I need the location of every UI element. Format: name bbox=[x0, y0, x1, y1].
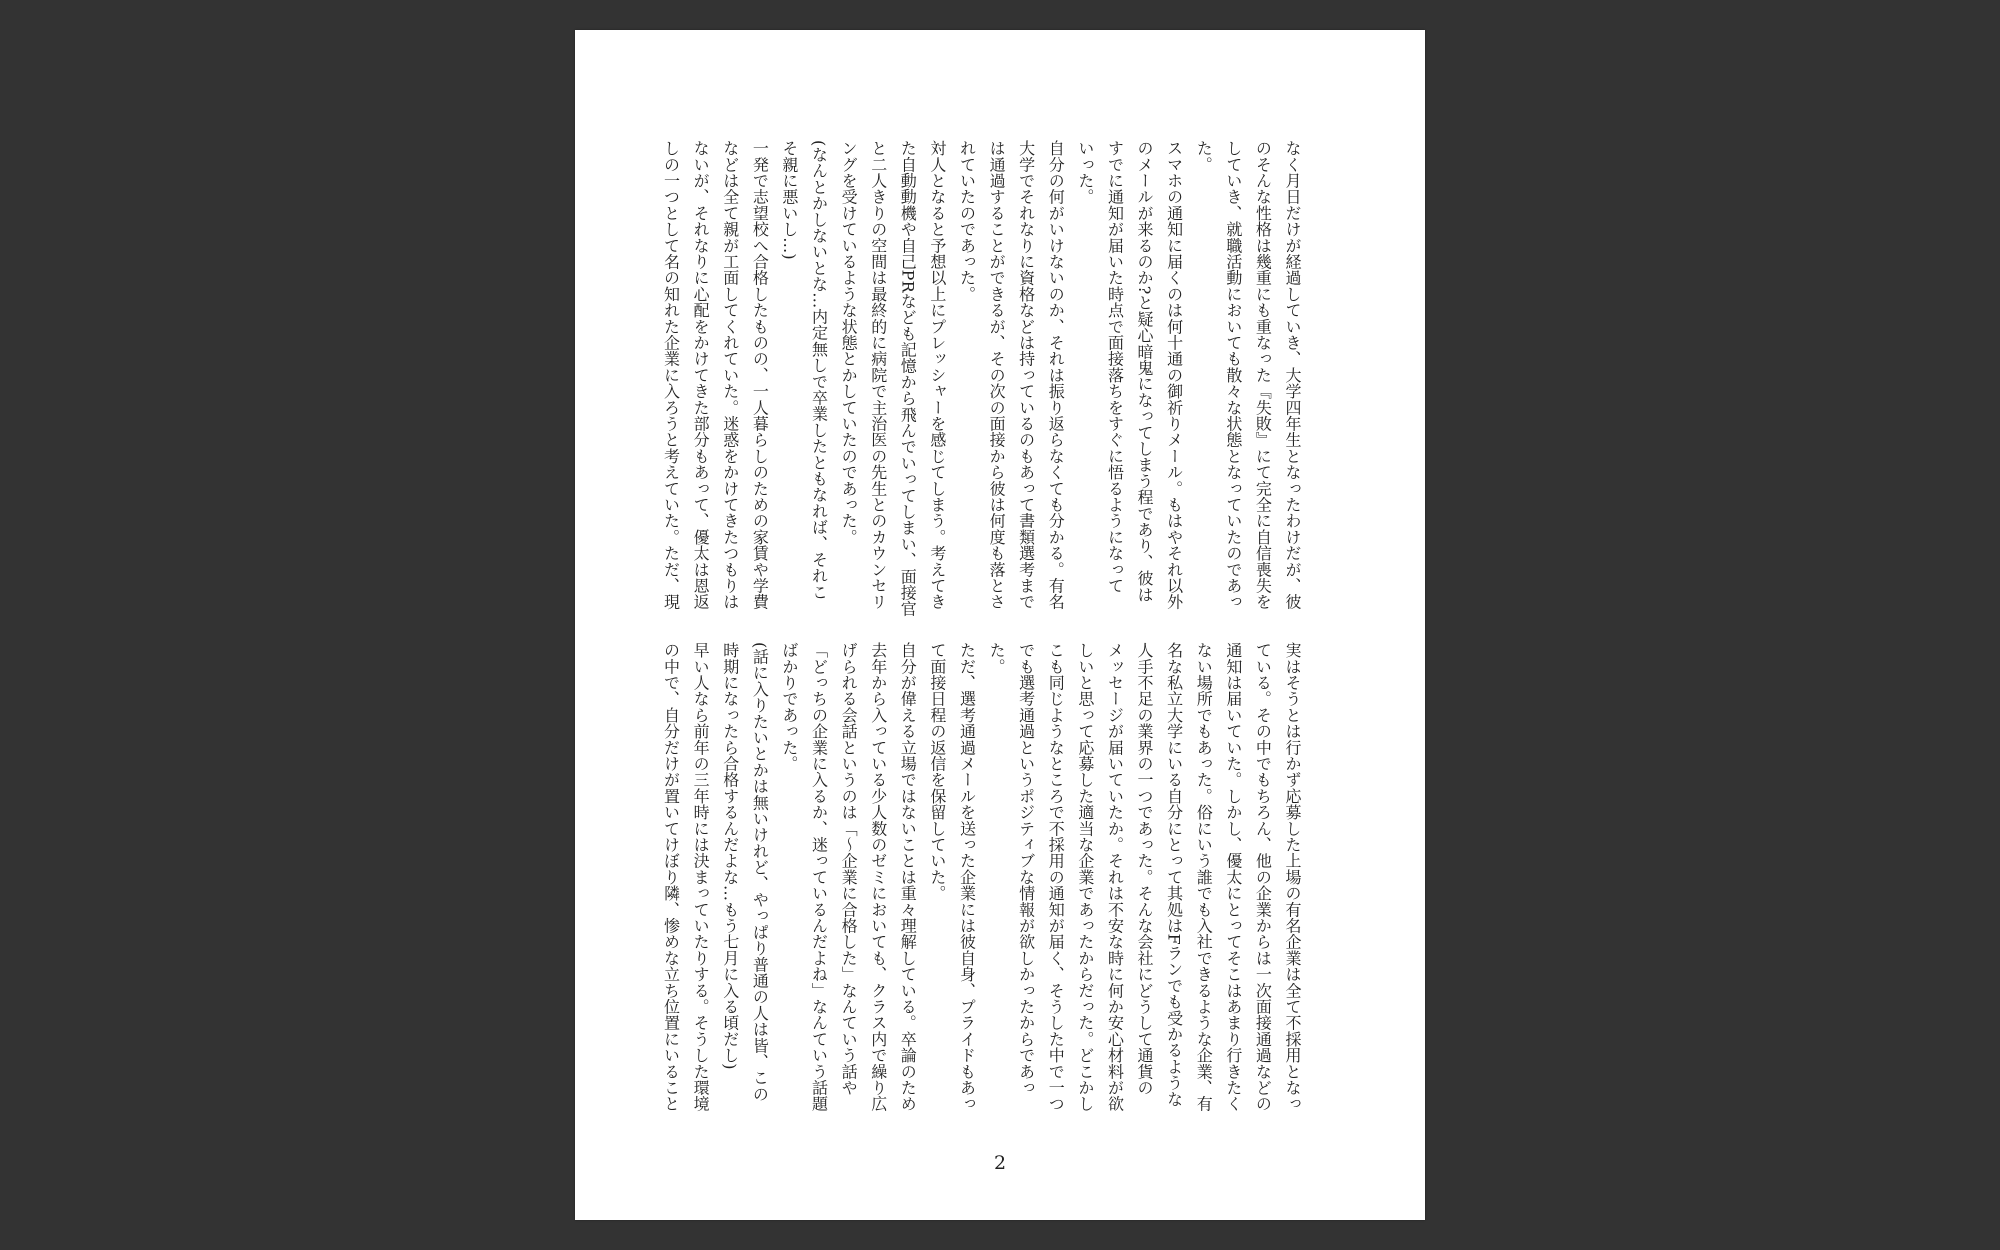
text-line: は通過することができるが、その次の面接から彼は何度も落とさ bbox=[987, 140, 1007, 610]
text-line: のメールが来るのか?と疑心暗鬼になってしまう程であり、彼は bbox=[1135, 140, 1155, 603]
text-line: などは全て親が工面してくれていた。迷惑をかけてきたつもりは bbox=[720, 140, 740, 610]
text-line: げられる会話というのは「〜企業に合格した」なんていう話や bbox=[839, 642, 859, 1096]
text-line: 早い人なら前年の三年時には決まっていたりする。そうした環境 bbox=[691, 642, 711, 1112]
text-line: していき、就職活動においても散々な状態となっていたのであっ bbox=[1223, 140, 1243, 610]
text-line: 一発で志望校へ合格したものの、一人暮らしのための家賃や学費 bbox=[750, 140, 770, 610]
text-line: いった。 bbox=[1075, 140, 1095, 205]
text-line: すでに通知が届いた時点で面接落ちをすぐに悟るようになって bbox=[1105, 140, 1125, 594]
text-line: 名な私立大学にいる自分にとって其処はFランでも受かるような bbox=[1164, 642, 1184, 1107]
text-line: た。 bbox=[1194, 140, 1214, 173]
text-line: れていたのであった。 bbox=[957, 140, 977, 302]
text-line: 去年から入っている少人数のゼミにおいても、クラス内で繰り広 bbox=[868, 642, 888, 1112]
text-line: ばかりであった。 bbox=[779, 642, 799, 772]
text-line: 通知は届いていた。しかし、優太にとってそこはあまり行きたく bbox=[1223, 642, 1243, 1112]
text-line: のそんな性格は幾重にも重なった『失敗』にて完全に自信喪失を bbox=[1253, 140, 1273, 610]
text-line: なく月日だけが経過していき、大学四年生となったわけだが、彼 bbox=[1283, 140, 1302, 610]
text-line: こも同じようなところで不採用の通知が届く、そうした中で一つ bbox=[1046, 642, 1066, 1112]
text-line: た。 bbox=[987, 642, 1007, 675]
text-line: た自動動機や自己PRなども記憶から飛んでいってしまい、面接官 bbox=[898, 140, 918, 617]
text-line: 対人となると予想以上にプレッシャーを感じてしまう。考えてき bbox=[927, 140, 947, 610]
text-line: (なんとかしないとな…内定無しで卒業したともなれば、それこ bbox=[809, 140, 829, 601]
text-line: しの一つとして名の知れた企業に入ろうと考えていた。ただ、現 bbox=[661, 140, 681, 610]
text-line: ングを受けているような状態とかしていたのであった。 bbox=[839, 140, 859, 545]
text-line: 「どっちの企業に入るか、迷っているんだよね」なんていう話題 bbox=[809, 642, 829, 1112]
text-line: と二人きりの空間は最終的に病院で主治医の先生とのカウンセリ bbox=[868, 140, 888, 610]
text-line: ないが、それなりに心配をかけてきた部分もあって、優太は恩返 bbox=[691, 140, 711, 610]
text-line: 大学でそれなりに資格などは持っているのもあって書類選考まで bbox=[1016, 140, 1036, 610]
text-line: メッセージが届いていたか。それは不安な時に何か安心材料が欲 bbox=[1105, 642, 1125, 1112]
text-line: 自分の何がいけないのか、それは振り返らなくても分かる。有名 bbox=[1046, 140, 1066, 610]
text-line: ない場所でもあった。俗にいう誰でも入社できるような企業、有 bbox=[1194, 642, 1214, 1112]
text-line: スマホの通知に届くのは何十通の御祈りメール。もはやそれ以外 bbox=[1164, 140, 1184, 610]
text-line: しいと思って応募した適当な企業であったからだった。どこかし bbox=[1075, 642, 1095, 1112]
text-line: 時期になったら合格するんだよな…もう七月に入る頃だし) bbox=[720, 642, 740, 1070]
text-line: 人手不足の業界の一つであった。そんな会社にどうして通貨の bbox=[1135, 642, 1155, 1096]
document-page bbox=[575, 30, 1425, 1220]
text-block-top bbox=[661, 140, 1307, 618]
text-line: (話に入りたいとかは無いけれど、やっぱり普通の人は皆、この bbox=[750, 642, 770, 1103]
text-line: 自分が偉える立場ではないことは重々理解している。卒論のため bbox=[898, 642, 918, 1112]
text-line: でも選考通過というポジティブな情報が欲しかったからであっ bbox=[1016, 642, 1036, 1096]
page-number: 2 bbox=[993, 1152, 1007, 1174]
text-line: そ親に悪いし…) bbox=[779, 140, 799, 260]
text-line: て面接日程の返信を保留していた。 bbox=[927, 642, 947, 902]
text-line: ている。その中でもちろん、他の企業からは一次面接通過などの bbox=[1253, 642, 1273, 1112]
text-line: ただ、選考通過メールを送った企業には彼自身、プライドもあっ bbox=[957, 642, 977, 1112]
text-block-bottom bbox=[661, 642, 1307, 1120]
text-line: の中で、自分だけが置いてけぼり隣、惨めな立ち位置にいること bbox=[661, 642, 681, 1112]
text-line: 実はそうとは行かず応募した上場の有名企業は全て不採用となっ bbox=[1283, 642, 1302, 1112]
